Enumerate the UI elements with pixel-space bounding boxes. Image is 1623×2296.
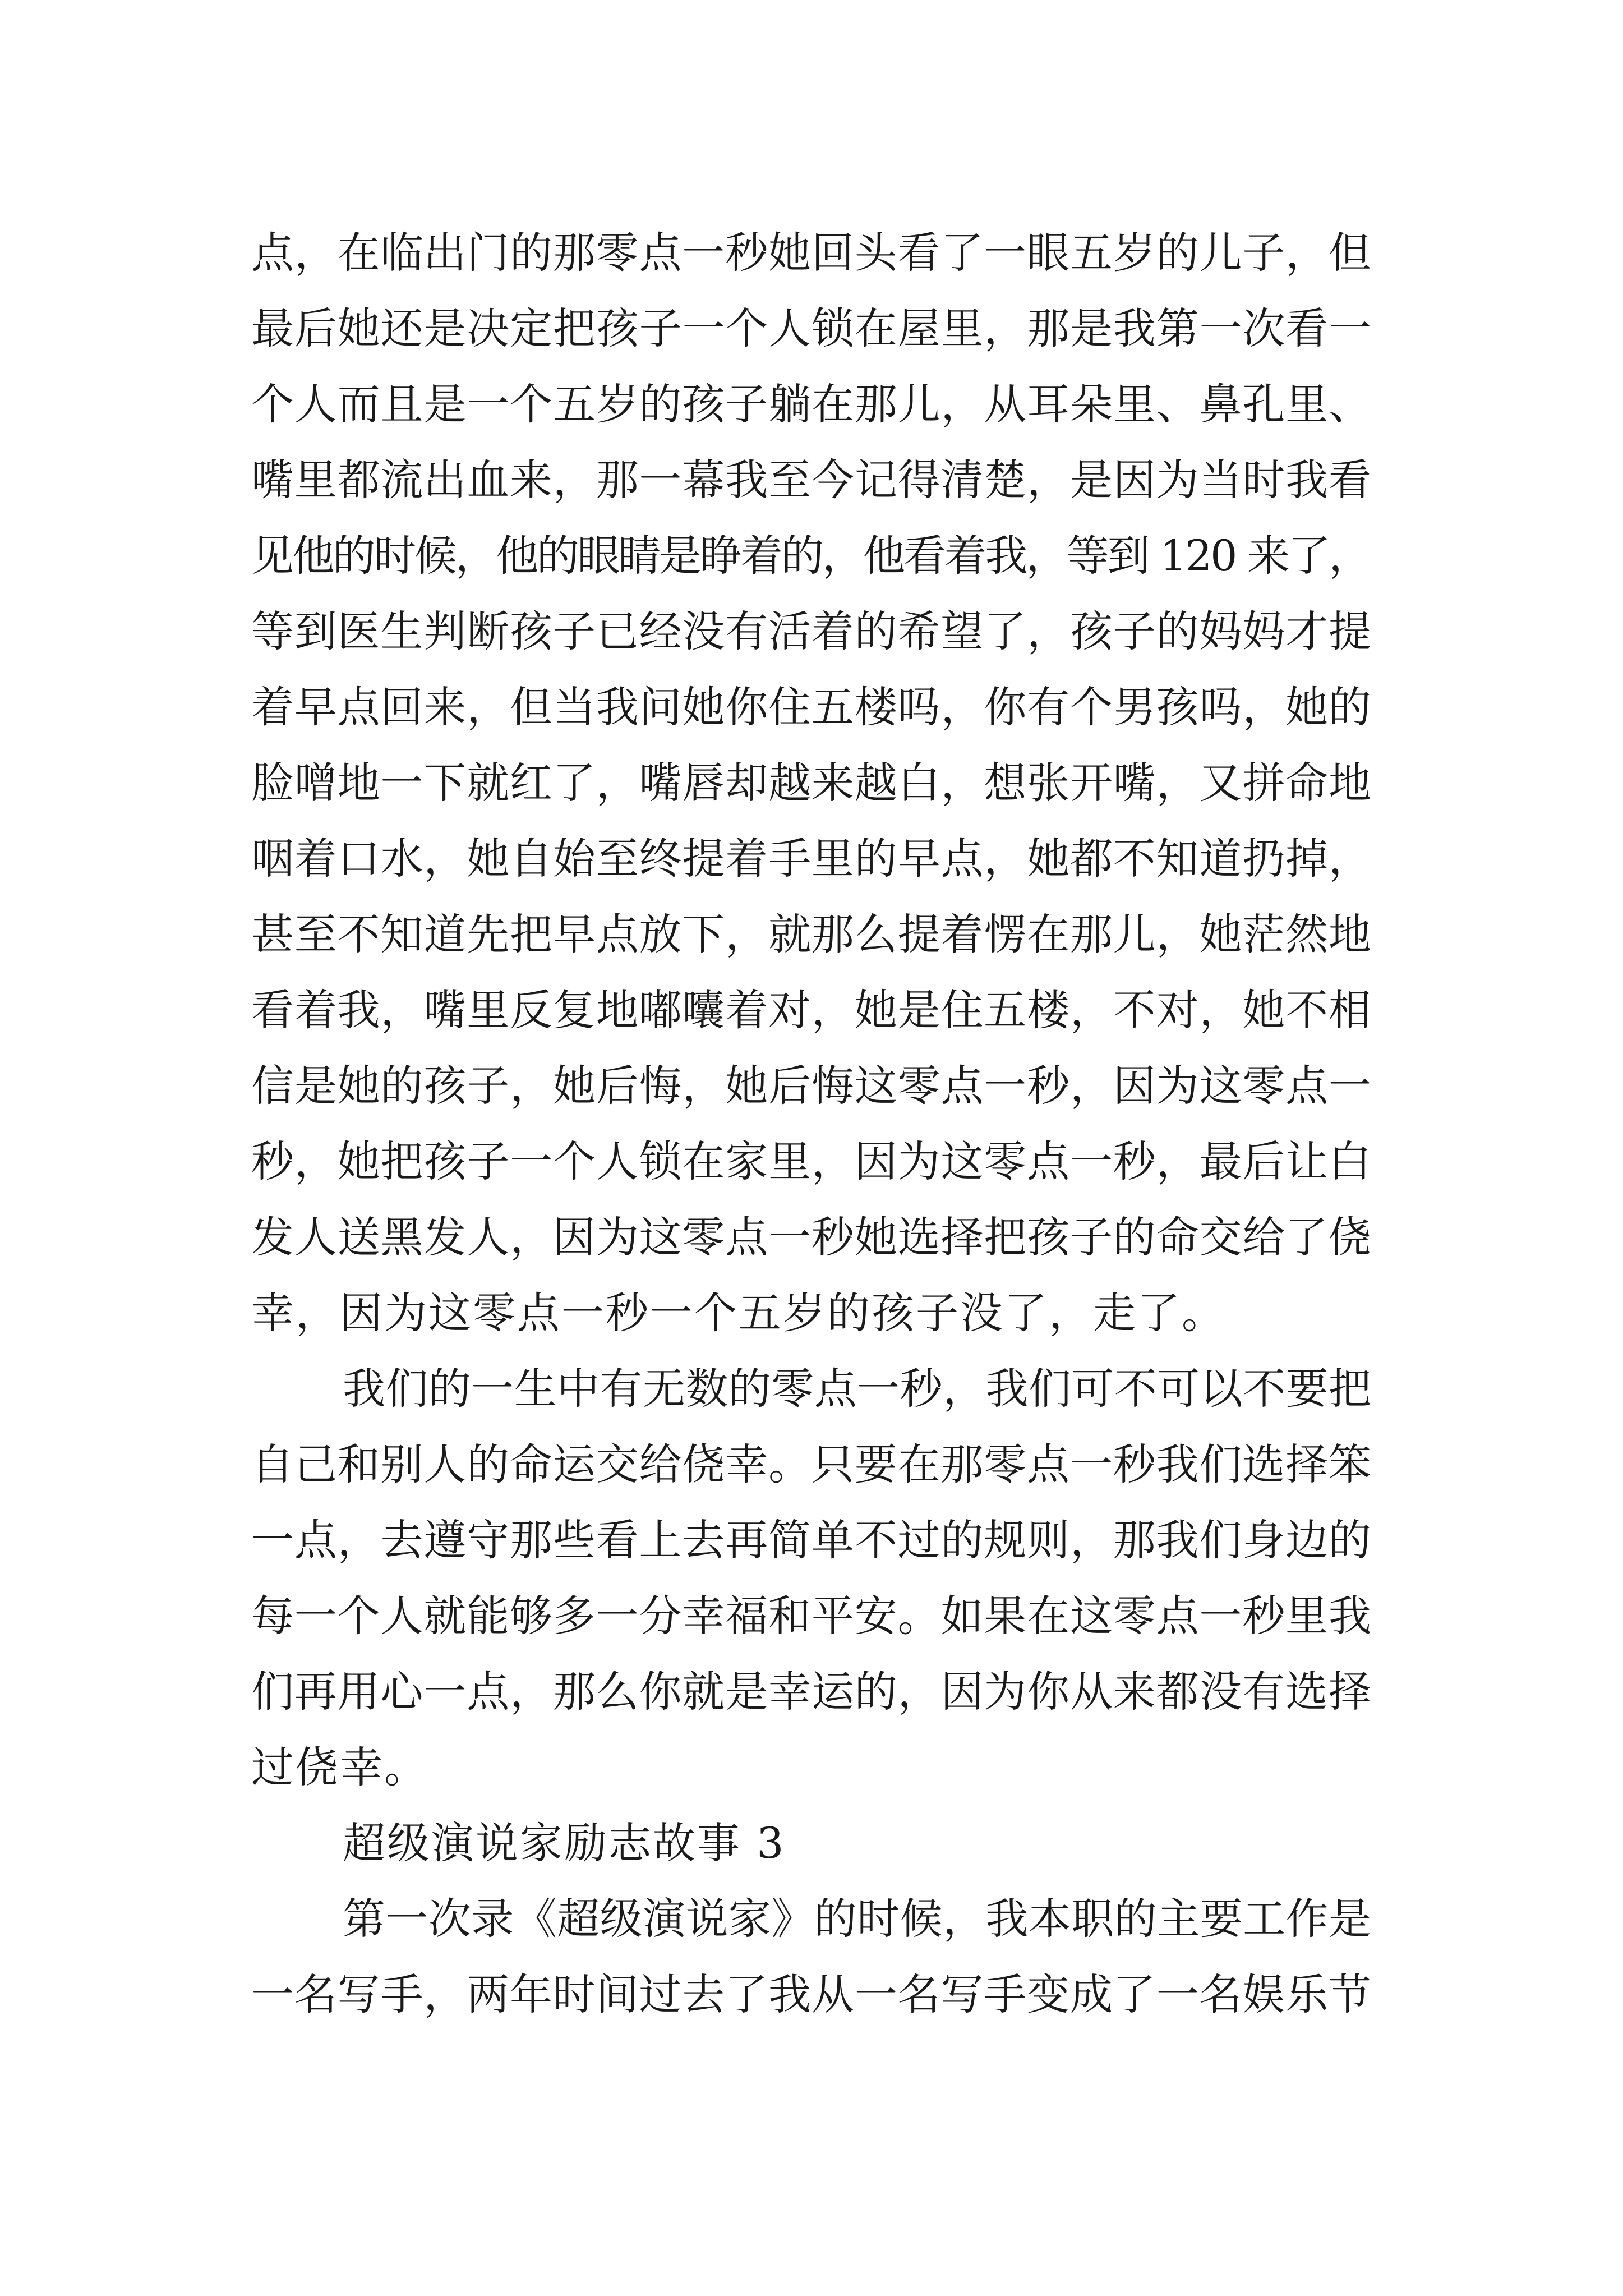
text-line: 见他的时候，他的眼睛是睁着的，他看着我，等到 120 来了， [251, 531, 1370, 581]
text-line: 第一次录《超级演说家》的时候，我本职的主要工作是 [343, 1894, 1372, 1944]
text-line: 超级演说家励志故事 3 [343, 1818, 786, 1868]
text-line: 过侥幸。 [251, 1742, 428, 1792]
document-body [251, 215, 1373, 2032]
text-line: 一点，去遵守那些看上去再简单不过的规则，那我们身边的 [251, 1515, 1372, 1565]
text-line: 最后她还是决定把孩子一个人锁在屋里，那是我第一次看一 [251, 303, 1372, 353]
text-line: 着早点回来，但当我问她你住五楼吗，你有个男孩吗，她的 [251, 682, 1372, 732]
text-line: 等到医生判断孩子已经没有活着的希望了，孩子的妈妈才提 [251, 606, 1372, 656]
text-line: 个人而且是一个五岁的孩子躺在那儿，从耳朵里、鼻孔里、 [251, 379, 1372, 429]
text-line: 看着我，嘴里反复地嘟囔着对，她是住五楼，不对，她不相 [251, 985, 1372, 1035]
text-line: 秒，她把孩子一个人锁在家里，因为这零点一秒，最后让白 [251, 1137, 1372, 1186]
text-line: 点，在临出门的那零点一秒她回头看了一眼五岁的儿子，但 [251, 228, 1372, 278]
text-line: 幸，因为这零点一秒一个五岁的孩子没了，走了。 [251, 1288, 1226, 1338]
text-line: 嘴里都流出血来，那一幕我至今记得清楚，是因为当时我看 [251, 455, 1372, 505]
text-line: 脸噌地一下就红了，嘴唇却越来越白，想张开嘴，又拼命地 [251, 758, 1372, 808]
text-line: 自己和别人的命运交给侥幸。只要在那零点一秒我们选择笨 [251, 1439, 1372, 1489]
text-line: 咽着口水，她自始至终提着手里的早点，她都不知道扔掉， [251, 834, 1372, 884]
text-line: 们再用心一点，那么你就是幸运的，因为你从来都没有选择 [251, 1667, 1372, 1717]
text-line: 一名写手，两年时间过去了我从一名写手变成了一名娱乐节 [251, 1970, 1372, 2019]
text-line: 信是她的孩子，她后悔，她后悔这零点一秒，因为这零点一 [251, 1061, 1372, 1111]
text-line: 甚至不知道先把早点放下，就那么提着愣在那儿，她茫然地 [251, 909, 1372, 959]
text-line: 发人送黑发人，因为这零点一秒她选择把孩子的命交给了侥 [251, 1212, 1372, 1262]
text-line: 我们的一生中有无数的零点一秒，我们可不可以不要把 [343, 1364, 1372, 1414]
text-line: 每一个人就能够多一分幸福和平安。如果在这零点一秒里我 [251, 1591, 1372, 1641]
